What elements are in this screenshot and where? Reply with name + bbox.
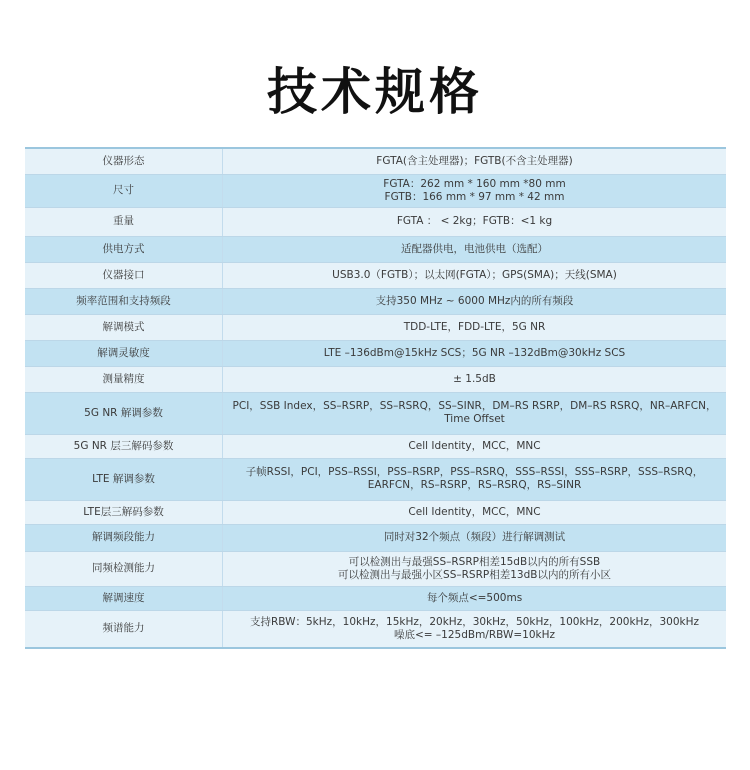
spec-label: 解调模式 (25, 314, 223, 340)
spec-row (25, 500, 726, 524)
spec-value-line: 每个频点<=500ms (426, 591, 523, 604)
spec-label: 仪器形态 (25, 148, 223, 174)
spec-label: 重量 (25, 207, 223, 236)
spec-label: 5G NR 解调参数 (25, 392, 223, 434)
spec-label: 解调频段能力 (25, 524, 223, 551)
spec-table-body (25, 148, 726, 648)
spec-row (25, 434, 726, 458)
spec-value (223, 458, 727, 500)
spec-row (25, 458, 726, 500)
spec-value-line: 支持350 MHz ~ 6000 MHz内的所有频段 (375, 294, 574, 307)
spec-value-line: 可以检测出与最强SS–RSRP相差15dB以内的所有SSB (348, 555, 601, 568)
spec-row (25, 288, 726, 314)
spec-value (223, 236, 727, 262)
spec-value-line: FGTB：166 mm * 97 mm * 42 mm (384, 190, 565, 203)
spec-label: 供电方式 (25, 236, 223, 262)
spec-value (223, 500, 727, 524)
spec-label: LTE层三解码参数 (25, 500, 223, 524)
spec-value (223, 340, 727, 366)
spec-value (223, 288, 727, 314)
spec-label: 解调灵敏度 (25, 340, 223, 366)
spec-value-line: 噪底<= –125dBm/RBW=10kHz (393, 628, 555, 641)
spec-value-line: FGTA ： < 2kg；FGTB：<1 kg (396, 215, 553, 227)
spec-value-line: Cell Identity，MCC，MNC (408, 505, 541, 518)
spec-row (25, 392, 726, 434)
spec-value-line: ± 1.5dB (453, 372, 496, 385)
spec-label: 5G NR 层三解码参数 (25, 434, 223, 458)
spec-row (25, 340, 726, 366)
spec-row (25, 236, 726, 262)
spec-value (223, 610, 727, 648)
spec-value-line: 支持RBW：5kHz，10kHz，15kHz，20kHz，30kHz，50kHz，100kHz，200kHz，300kHz (249, 615, 699, 628)
spec-row (25, 551, 726, 586)
spec-value-line: USB3.0（FGTB）；以太网(FGTA）；GPS(SMA)；天线(SMA) (332, 268, 617, 281)
spec-value (223, 148, 727, 174)
spec-value (223, 207, 727, 236)
spec-value-line: TDD-LTE，FDD-LTE，5G NR (403, 320, 546, 333)
spec-value-line: LTE –136dBm@15kHz SCS；5G NR –132dBm@30kHz SCS (323, 346, 626, 359)
spec-label: 频谱能力 (25, 610, 223, 648)
spec-label: 同频检测能力 (25, 551, 223, 586)
spec-value-line: PCI，SSB Index，SS–RSRP，SS–RSRQ，SS–SINR，DM–RS RSRP，DM–RS RSRQ，NR–ARFCN，Time Offset (232, 400, 717, 425)
spec-row (25, 366, 726, 392)
spec-row (25, 524, 726, 551)
spec-label: 尺寸 (25, 174, 223, 207)
spec-row (25, 262, 726, 288)
spec-value (223, 586, 727, 610)
spec-label: 测量精度 (25, 366, 223, 392)
spec-row (25, 148, 726, 174)
spec-value (223, 524, 727, 551)
spec-value (223, 262, 727, 288)
spec-value-line: 子帧RSSI，PCI，PSS–RSSI，PSS–RSRP，PSS–RSRQ，SSS–RSSI，SSS–RSRP，SSS–RSRQ，EARFCN，RS–RSRP，RS–RSRQ，RS–SINR (245, 466, 704, 491)
spec-row (25, 314, 726, 340)
spec-value-line: Cell Identity，MCC，MNC (408, 439, 541, 452)
spec-row (25, 586, 726, 610)
spec-value (223, 366, 727, 392)
spec-label: 解调速度 (25, 586, 223, 610)
spec-table (25, 147, 726, 649)
spec-value (223, 434, 727, 458)
spec-value (223, 174, 727, 207)
page-title: 技术规格 (267, 63, 483, 121)
spec-value (223, 551, 727, 586)
spec-value-line: 同时对32个频点（频段）进行解调测试 (383, 531, 566, 543)
spec-value-line: 可以检测出与最强小区SS–RSRP相差13dB以内的所有小区 (338, 568, 611, 581)
spec-row (25, 207, 726, 236)
spec-value-line: FGTA(含主处理器)；FGTB(不含主处理器) (376, 154, 573, 167)
spec-row (25, 610, 726, 648)
spec-value (223, 392, 727, 434)
spec-row (25, 174, 726, 207)
spec-label: LTE 解调参数 (25, 458, 223, 500)
spec-label: 仪器接口 (25, 262, 223, 288)
spec-value (223, 314, 727, 340)
spec-label: 频率范围和支持频段 (25, 288, 223, 314)
spec-value-line: FGTA：262 mm * 160 mm *80 mm (383, 177, 566, 190)
spec-value-line: 适配器供电，电池供电（选配） (401, 242, 548, 255)
